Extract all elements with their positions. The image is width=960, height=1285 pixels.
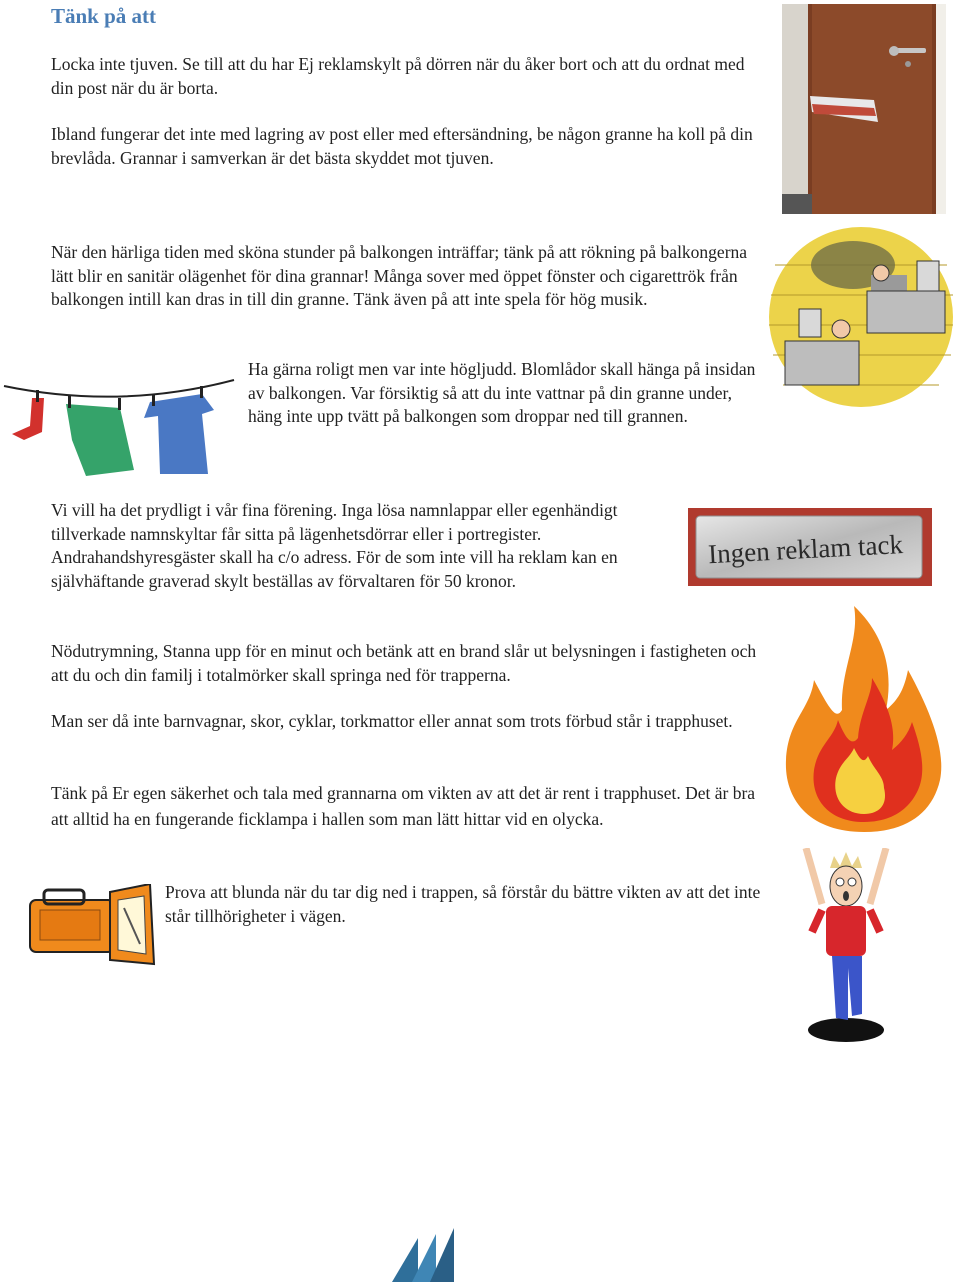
clothesline-image [2, 370, 238, 480]
flashlight-image [24, 884, 156, 974]
paragraph-name-signs: Vi vill ha det prydligt i vår fina förening. Inga lösa namnlappar eller egenhändigt tillverkade namnskyltar får sitta på lägenhetsdörrar eller i portregister. Andrahandshyresgäster skall ha c/o adress. För de som inte vill ha reklam kan en självhäftande graverad skylt beställas av förvaltaren för 50 kronor. [51, 500, 618, 591]
paragraph-thief: Locka inte tjuven. Se till att du har Ej reklamskylt på dörren när du åker bort och att du ordnat med din post när du är borta. [51, 54, 745, 98]
door-mail-image [782, 4, 946, 214]
paragraph-balcony-smoking: När den härliga tiden med sköna stunder på balkongen inträffar; tänk på att rökning på balkongerna lätt blir en sanitär olägenhet för dina grannar! Många sover med öppet fönster och cigarettrök från balkongen intill kan dras in till din granne. Tänk även på att inte spela för hög musik. [51, 242, 748, 309]
page-title: Tänk på att [51, 4, 157, 28]
paragraph-safety: Tänk på Er egen säkerhet och tala med grannarna om vikten av att det är rent i trapphuset. Det är bra att alltid ha en fungerande ficklampa i hallen som man lätt hittar vid en olycka. [51, 783, 756, 829]
balcony-smoke-image [767, 225, 955, 410]
no-ads-sign-image [688, 508, 932, 586]
paragraph-stairwell-objects: Man ser då inte barnvagnar, skor, cyklar, torkmattor eller annat som trots förbud står i trapphuset. [51, 711, 733, 731]
paragraph-blindfold: Prova att blunda när du tar dig ned i trappen, så förstår du bättre vikten av att det inte står tillhörigheter i vägen. [165, 882, 761, 926]
scared-person-image [796, 848, 896, 1044]
association-logo [392, 1228, 456, 1282]
paragraph-balcony-rules: Ha gärna roligt men var inte högljudd. Blomlådor skall hänga på insidan av balkongen. Var försiktig så att du inte vattnar på din granne under, häng inte upp tvätt på balkongen som droppar ned till grannen. [248, 359, 756, 426]
paragraph-neighbours: Ibland fungerar det inte med lagring av post eller med eftersändning, be någon granne ha koll på din brevlåda. Grannar i samverkan är det bästa skyddet mot tjuven. [51, 124, 753, 168]
fire-image [780, 600, 948, 836]
sign-text: Ingen reklam tack [707, 529, 904, 570]
paragraph-evacuation: Nödutrymning, Stanna upp för en minut och betänk att en brand slår ut belysningen i fastigheten och att du och din familj i totalmörker skall springa ned för trapperna. [51, 641, 757, 685]
